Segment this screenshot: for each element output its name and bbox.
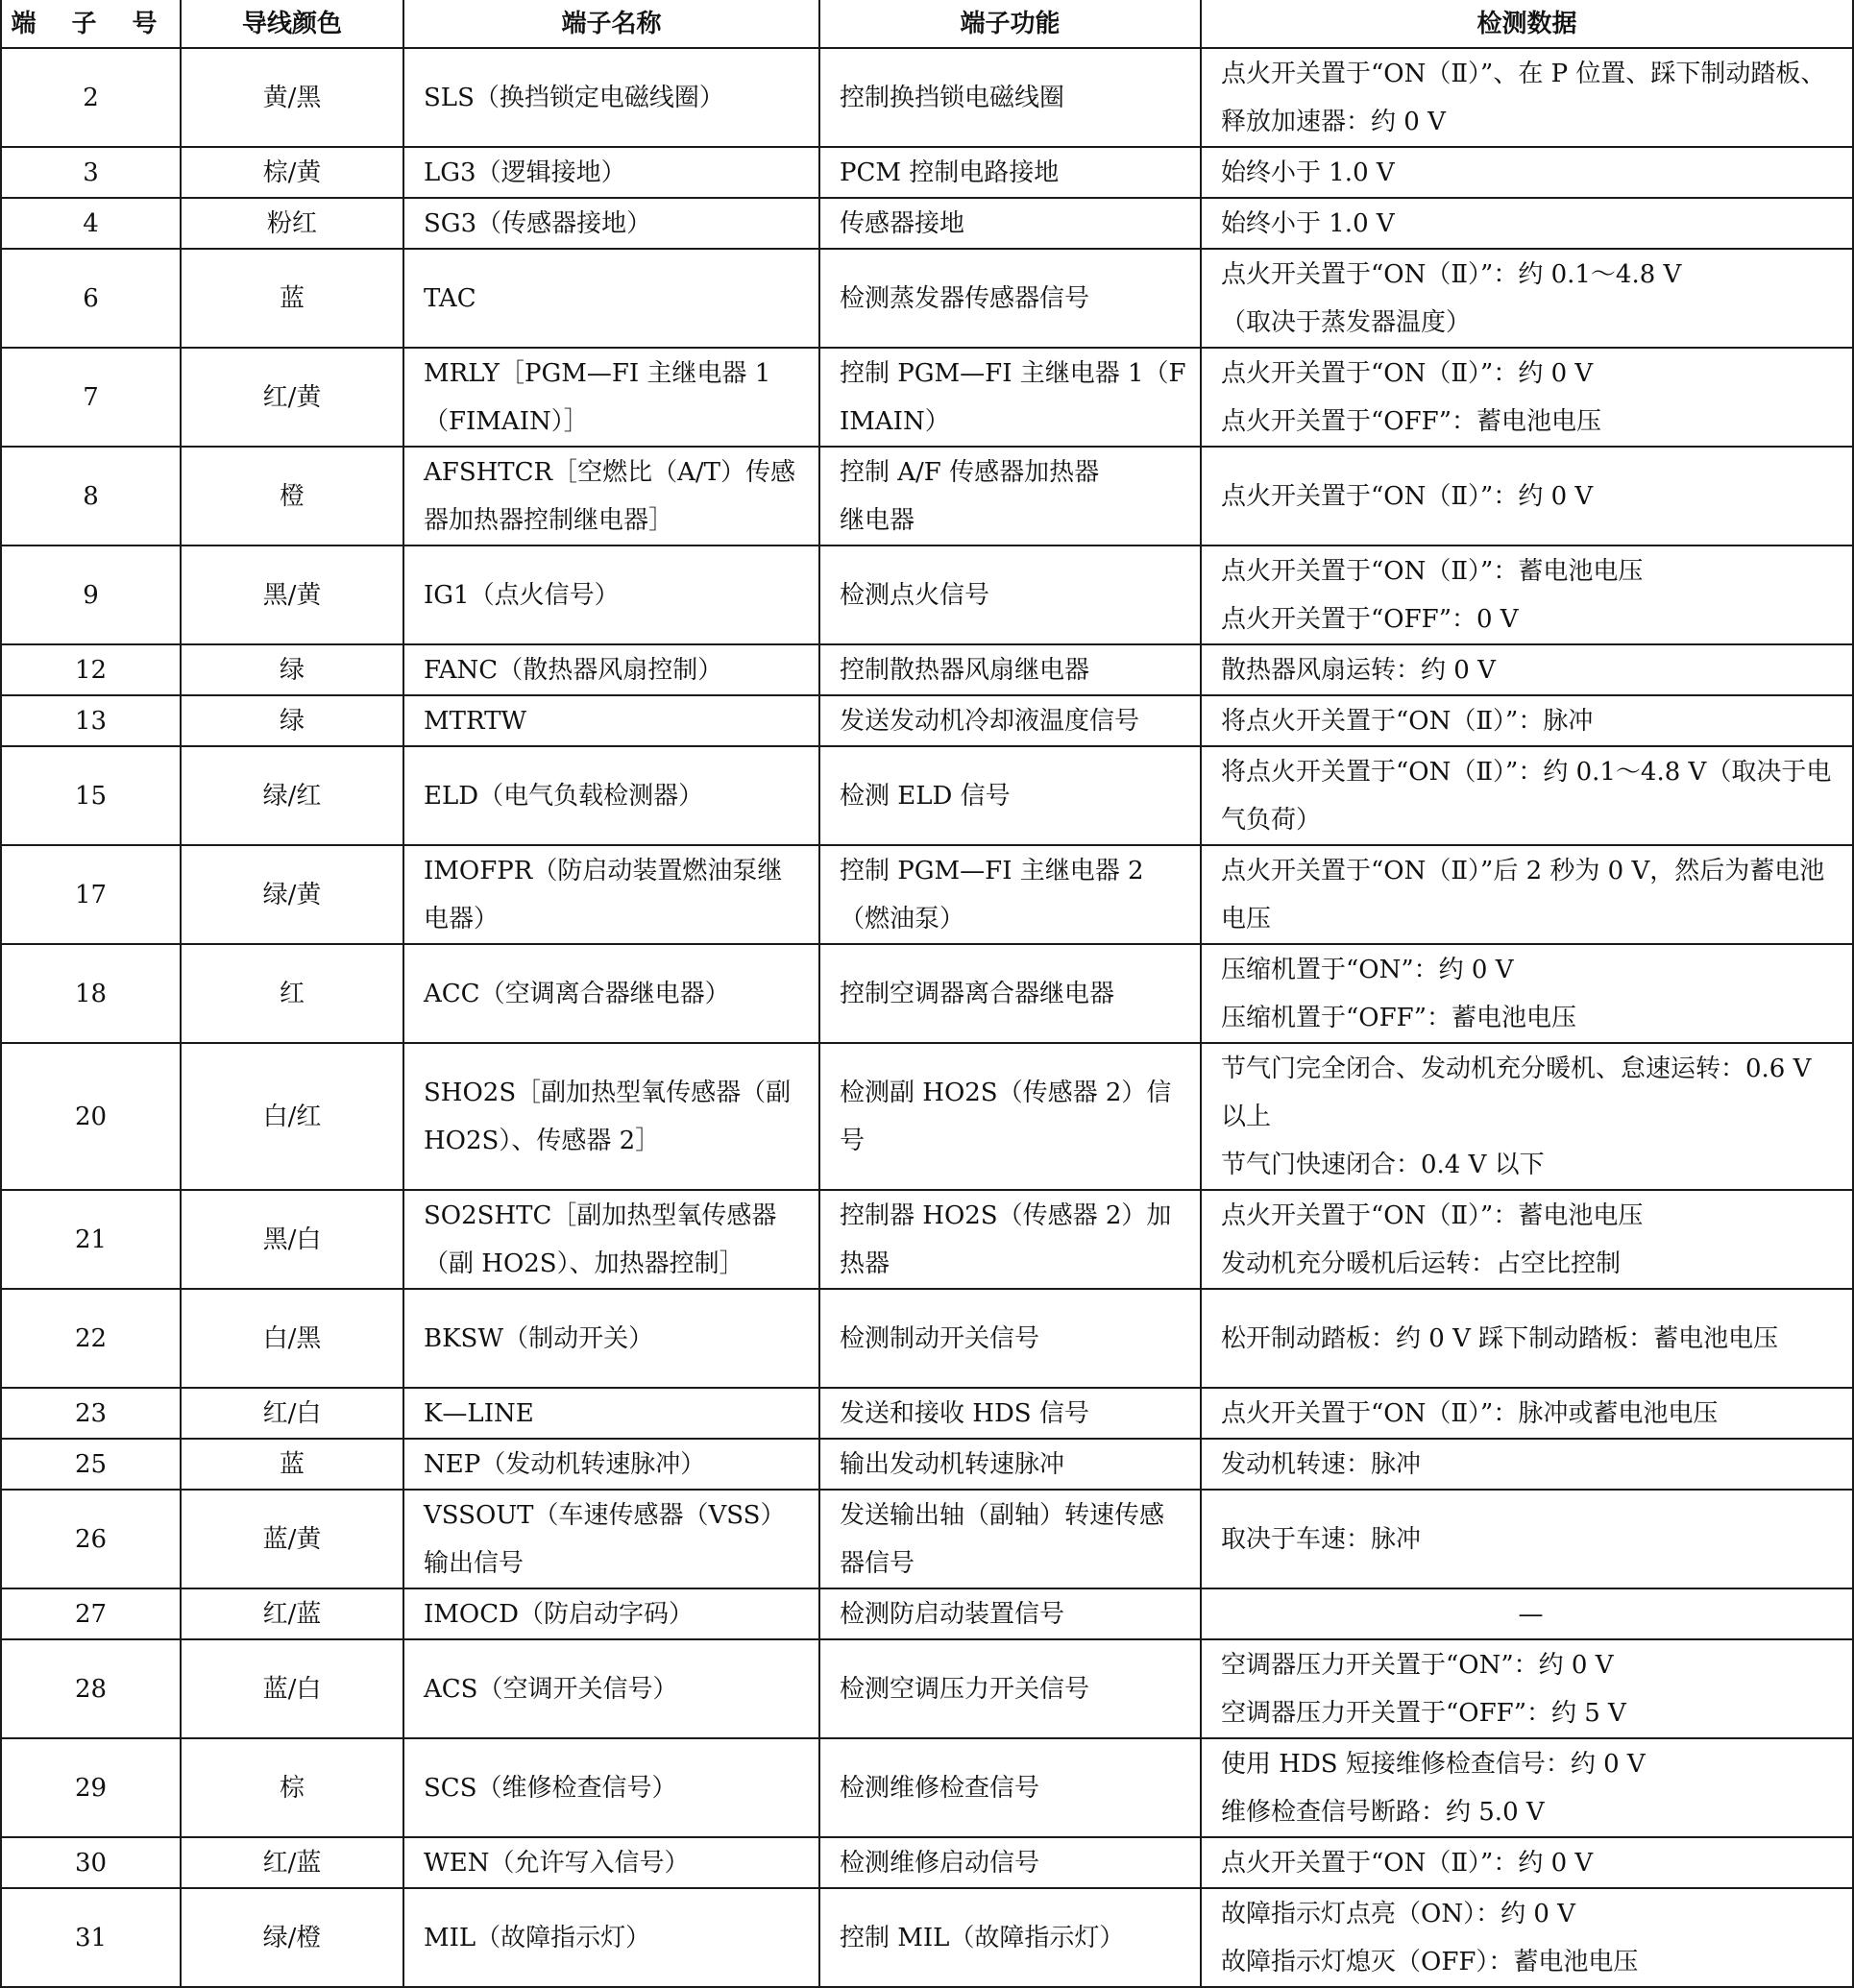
terminal-name: SO2SHTC［副加热型氧传感器（副 HO2S）、加热器控制］ <box>403 1190 819 1289</box>
test-data: 点火开关置于“ON（Ⅱ）”：约 0 V <box>1201 447 1853 545</box>
terminal-name: IG1（点火信号） <box>403 545 819 644</box>
terminal-name: NEP（发动机转速脉冲） <box>403 1439 819 1490</box>
terminal-function: 控制换挡锁电磁线圈 <box>819 48 1201 147</box>
wire-color: 蓝 <box>181 1439 403 1490</box>
wire-color: 粉红 <box>181 198 403 249</box>
wire-color: 橙 <box>181 447 403 545</box>
pin-number: 4 <box>1 198 181 249</box>
test-data: 故障指示灯点亮（ON）：约 0 V 故障指示灯熄灭（OFF）：蓄电池电压 <box>1201 1888 1853 1987</box>
table-row <box>1 147 1853 198</box>
terminal-function: PCM 控制电路接地 <box>819 147 1201 198</box>
pin-number: 30 <box>1 1837 181 1888</box>
header-test-data: 检测数据 <box>1201 0 1853 48</box>
terminal-name: MRLY［PGM—FI 主继电器 1（FIMAIN）］ <box>403 348 819 447</box>
test-data: 节气门完全闭合、发动机充分暖机、怠速运转：0.6 V 以上 节气门快速闭合：0.4 V 以下 <box>1201 1043 1853 1190</box>
terminal-name: FANC（散热器风扇控制） <box>403 644 819 695</box>
wire-color: 白/黑 <box>181 1289 403 1388</box>
terminal-function: 控制散热器风扇继电器 <box>819 644 1201 695</box>
table-row <box>1 1738 1853 1837</box>
pin-number: 20 <box>1 1043 181 1190</box>
pin-number: 6 <box>1 249 181 348</box>
terminal-name: SHO2S［副加热型氧传感器（副 HO2S）、传感器 2］ <box>403 1043 819 1190</box>
pin-number: 31 <box>1 1888 181 1987</box>
terminal-function: 检测制动开关信号 <box>819 1289 1201 1388</box>
terminal-name: K—LINE <box>403 1388 819 1439</box>
terminal-function: 检测空调压力开关信号 <box>819 1639 1201 1738</box>
terminal-name: IMOFPR（防启动装置燃油泵继电器） <box>403 845 819 944</box>
test-data: 将点火开关置于“ON（Ⅱ）”：约 0.1～4.8 V（取决于电气负荷） <box>1201 746 1853 845</box>
table-row <box>1 1588 1853 1639</box>
table-row <box>1 1190 1853 1289</box>
wire-color: 蓝 <box>181 249 403 348</box>
terminal-function: 发送和接收 HDS 信号 <box>819 1388 1201 1439</box>
header-terminal-name: 端子名称 <box>403 0 819 48</box>
terminal-name: ACC（空调离合器继电器） <box>403 944 819 1043</box>
table-row <box>1 447 1853 545</box>
header-pin-number: 端 子 号 <box>1 0 181 48</box>
table-row <box>1 644 1853 695</box>
terminal-function: 传感器接地 <box>819 198 1201 249</box>
wire-color: 红 <box>181 944 403 1043</box>
wire-color: 白/红 <box>181 1043 403 1190</box>
table-row <box>1 845 1853 944</box>
terminal-name: TAC <box>403 249 819 348</box>
pin-number: 2 <box>1 48 181 147</box>
terminal-function: 发送输出轴（副轴）转速传感器信号 <box>819 1490 1201 1588</box>
terminal-function: 控制器 HO2S（传感器 2）加热器 <box>819 1190 1201 1289</box>
test-data: 始终小于 1.0 V <box>1201 198 1853 249</box>
table-body <box>1 48 1853 1987</box>
test-data: 空调器压力开关置于“ON”：约 0 V 空调器压力开关置于“OFF”：约 5 V <box>1201 1639 1853 1738</box>
terminal-name: SG3（传感器接地） <box>403 198 819 249</box>
table-row <box>1 1388 1853 1439</box>
test-data: 始终小于 1.0 V <box>1201 147 1853 198</box>
table-row <box>1 249 1853 348</box>
terminal-name: MTRTW <box>403 695 819 746</box>
table-row <box>1 1043 1853 1190</box>
pin-number: 29 <box>1 1738 181 1837</box>
pin-number: 9 <box>1 545 181 644</box>
table-row <box>1 1289 1853 1388</box>
pin-number: 28 <box>1 1639 181 1738</box>
test-data: 松开制动踏板：约 0 V 踩下制动踏板：蓄电池电压 <box>1201 1289 1853 1388</box>
header-terminal-function: 端子功能 <box>819 0 1201 48</box>
terminal-name: AFSHTCR［空燃比（A/T）传感器加热器控制继电器］ <box>403 447 819 545</box>
terminal-function: 控制空调器离合器继电器 <box>819 944 1201 1043</box>
pin-number: 7 <box>1 348 181 447</box>
pin-number: 17 <box>1 845 181 944</box>
wire-color: 蓝/黄 <box>181 1490 403 1588</box>
test-data: 点火开关置于“ON（Ⅱ）”：脉冲或蓄电池电压 <box>1201 1388 1853 1439</box>
test-data: 点火开关置于“ON（Ⅱ）”、在 P 位置、踩下制动踏板、释放加速器：约 0 V <box>1201 48 1853 147</box>
table-row <box>1 746 1853 845</box>
wire-color: 蓝/白 <box>181 1639 403 1738</box>
header-row <box>1 0 1853 48</box>
terminal-function: 检测维修检查信号 <box>819 1738 1201 1837</box>
test-data: 使用 HDS 短接维修检查信号：约 0 V 维修检查信号断路：约 5.0 V <box>1201 1738 1853 1837</box>
table-header <box>1 0 1853 48</box>
pin-number: 27 <box>1 1588 181 1639</box>
pin-number: 3 <box>1 147 181 198</box>
wire-color: 棕 <box>181 1738 403 1837</box>
terminal-name: BKSW（制动开关） <box>403 1289 819 1388</box>
terminal-name: ACS（空调开关信号） <box>403 1639 819 1738</box>
test-data: 点火开关置于“ON（Ⅱ）”：蓄电池电压 点火开关置于“OFF”：0 V <box>1201 545 1853 644</box>
terminal-name: VSSOUT（车速传感器（VSS）输出信号 <box>403 1490 819 1588</box>
pin-number: 22 <box>1 1289 181 1388</box>
pin-number: 26 <box>1 1490 181 1588</box>
table-row <box>1 198 1853 249</box>
terminal-function: 检测点火信号 <box>819 545 1201 644</box>
table-row <box>1 1639 1853 1738</box>
table-row <box>1 1888 1853 1987</box>
test-data: 散热器风扇运转：约 0 V <box>1201 644 1853 695</box>
table-row <box>1 1490 1853 1588</box>
terminal-function: 控制 PGM—FI 主继电器 2（燃油泵） <box>819 845 1201 944</box>
table-row <box>1 944 1853 1043</box>
test-data: 压缩机置于“ON”：约 0 V 压缩机置于“OFF”：蓄电池电压 <box>1201 944 1853 1043</box>
wire-color: 绿 <box>181 695 403 746</box>
terminal-name: IMOCD（防启动字码） <box>403 1588 819 1639</box>
terminal-name: ELD（电气负载检测器） <box>403 746 819 845</box>
table-row <box>1 1837 1853 1888</box>
terminal-function: 检测副 HO2S（传感器 2）信号 <box>819 1043 1201 1190</box>
test-data: 点火开关置于“ON（Ⅱ）”后 2 秒为 0 V，然后为蓄电池电压 <box>1201 845 1853 944</box>
terminal-name: WEN（允许写入信号） <box>403 1837 819 1888</box>
table-row <box>1 545 1853 644</box>
terminal-function: 检测防启动装置信号 <box>819 1588 1201 1639</box>
wire-color: 黄/黑 <box>181 48 403 147</box>
header-wire-color: 导线颜色 <box>181 0 403 48</box>
pin-number: 15 <box>1 746 181 845</box>
terminal-function: 输出发动机转速脉冲 <box>819 1439 1201 1490</box>
terminal-function: 发送发动机冷却液温度信号 <box>819 695 1201 746</box>
pin-number: 18 <box>1 944 181 1043</box>
wire-color: 绿/橙 <box>181 1888 403 1987</box>
wire-color: 红/白 <box>181 1388 403 1439</box>
wire-color: 绿 <box>181 644 403 695</box>
test-data: 点火开关置于“ON（Ⅱ）”：约 0.1～4.8 V （取决于蒸发器温度） <box>1201 249 1853 348</box>
test-data: — <box>1201 1588 1853 1639</box>
terminal-name: LG3（逻辑接地） <box>403 147 819 198</box>
wire-color: 棕/黄 <box>181 147 403 198</box>
test-data: 发动机转速：脉冲 <box>1201 1439 1853 1490</box>
terminal-function: 检测 ELD 信号 <box>819 746 1201 845</box>
test-data: 点火开关置于“ON（Ⅱ）”：约 0 V 点火开关置于“OFF”：蓄电池电压 <box>1201 348 1853 447</box>
terminal-function: 控制 PGM—FI 主继电器 1（FIMAIN） <box>819 348 1201 447</box>
terminal-function: 控制 MIL（故障指示灯） <box>819 1888 1201 1987</box>
terminal-name: MIL（故障指示灯） <box>403 1888 819 1987</box>
terminal-function: 控制 A/F 传感器加热器 继电器 <box>819 447 1201 545</box>
pin-number: 13 <box>1 695 181 746</box>
wire-color: 红/黄 <box>181 348 403 447</box>
wire-color: 红/蓝 <box>181 1588 403 1639</box>
terminal-name: SCS（维修检查信号） <box>403 1738 819 1837</box>
wire-color: 黑/黄 <box>181 545 403 644</box>
pin-number: 12 <box>1 644 181 695</box>
test-data: 取决于车速：脉冲 <box>1201 1490 1853 1588</box>
table-row <box>1 48 1853 147</box>
pin-number: 21 <box>1 1190 181 1289</box>
test-data: 将点火开关置于“ON（Ⅱ）”：脉冲 <box>1201 695 1853 746</box>
test-data: 点火开关置于“ON（Ⅱ）”：蓄电池电压 发动机充分暖机后运转：占空比控制 <box>1201 1190 1853 1289</box>
terminal-name: SLS（换挡锁定电磁线圈） <box>403 48 819 147</box>
pin-number: 8 <box>1 447 181 545</box>
terminal-function: 检测蒸发器传感器信号 <box>819 249 1201 348</box>
wire-color: 绿/红 <box>181 746 403 845</box>
wire-color: 红/蓝 <box>181 1837 403 1888</box>
pin-number: 23 <box>1 1388 181 1439</box>
table-row <box>1 348 1853 447</box>
pin-number: 25 <box>1 1439 181 1490</box>
wire-color: 黑/白 <box>181 1190 403 1289</box>
table-row <box>1 1439 1853 1490</box>
wire-color: 绿/黄 <box>181 845 403 944</box>
table-row <box>1 695 1853 746</box>
test-data: 点火开关置于“ON（Ⅱ）”：约 0 V <box>1201 1837 1853 1888</box>
terminal-function: 检测维修启动信号 <box>819 1837 1201 1888</box>
